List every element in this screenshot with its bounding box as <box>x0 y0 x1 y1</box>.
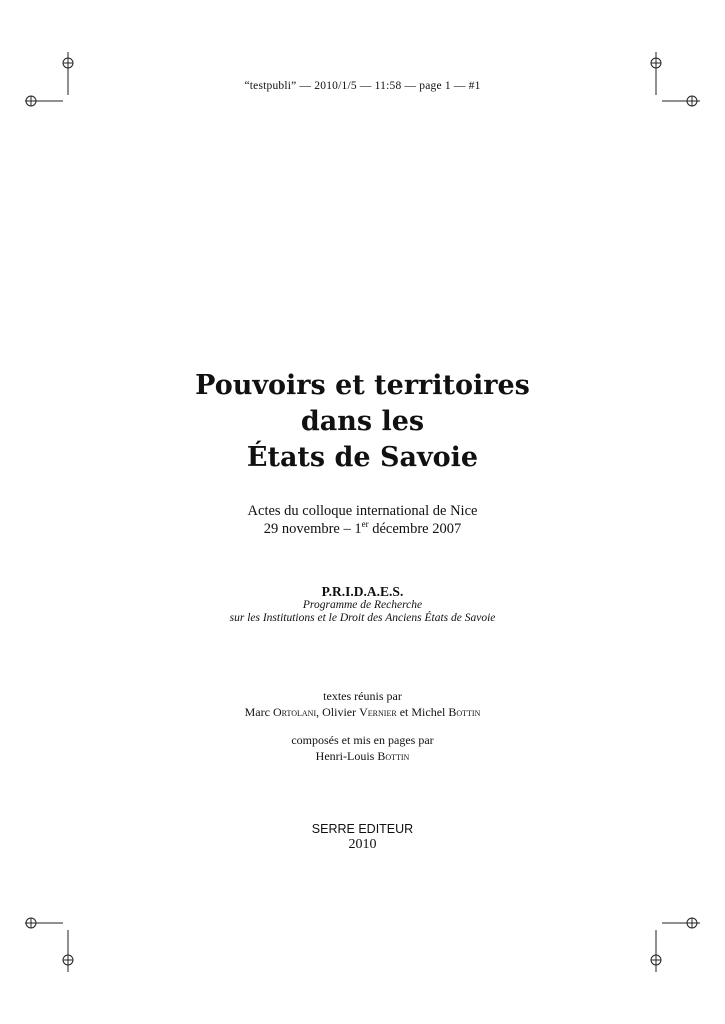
editor-separator: et <box>396 705 412 719</box>
publication-year: 2010 <box>348 837 377 852</box>
subtitle <box>0 502 725 538</box>
ordinal-suffix: er <box>361 519 369 530</box>
date-end: décembre 2007 <box>368 521 462 537</box>
running-header: “testpubli” — 2010/1/5 — 11:58 — page 1 — #1 <box>244 80 481 92</box>
editors-line <box>0 704 725 720</box>
publisher-block <box>0 822 725 852</box>
editor-last: Ortolani <box>272 705 317 719</box>
title-line-2: dans les <box>300 406 425 437</box>
editor-separator: , <box>316 705 323 719</box>
composer-first: Henri-Louis <box>315 749 378 763</box>
title-line-3: États de Savoie <box>246 442 479 473</box>
composed-by-label: composés et mis en pages par <box>291 733 434 747</box>
crop-mark-top-right <box>651 52 700 106</box>
program-line-2: sur les Institutions et le Droit des Anciens États de Savoie <box>229 612 496 624</box>
subtitle-line-1: Actes du colloque international de Nice <box>247 503 478 519</box>
editor-last: Vernier <box>359 705 397 719</box>
program-acronym: P.R.I.D.A.E.S. <box>321 584 404 599</box>
crop-mark-bottom-right <box>651 918 700 972</box>
crop-mark-bottom-left <box>25 918 73 972</box>
editor-first: Olivier <box>322 705 360 719</box>
editor-last: Bottin <box>448 705 481 719</box>
publisher-name: SERRE EDITEUR <box>311 822 414 836</box>
composer-line <box>0 748 725 764</box>
credits-block <box>0 688 725 764</box>
program-block <box>0 585 725 626</box>
book-title <box>0 368 725 476</box>
date-start: 29 novembre – 1 <box>263 521 362 537</box>
composer-last: Bottin <box>377 749 410 763</box>
program-line-1: Programme de Recherche <box>302 598 423 611</box>
title-line-1: Pouvoirs et territoires <box>195 370 530 401</box>
crop-mark-top-left <box>25 52 73 106</box>
gathered-by-label: textes réunis par <box>323 689 402 703</box>
editor-first: Marc <box>244 705 273 719</box>
editor-first: Michel <box>411 705 449 719</box>
subtitle-line-2 <box>0 520 725 538</box>
